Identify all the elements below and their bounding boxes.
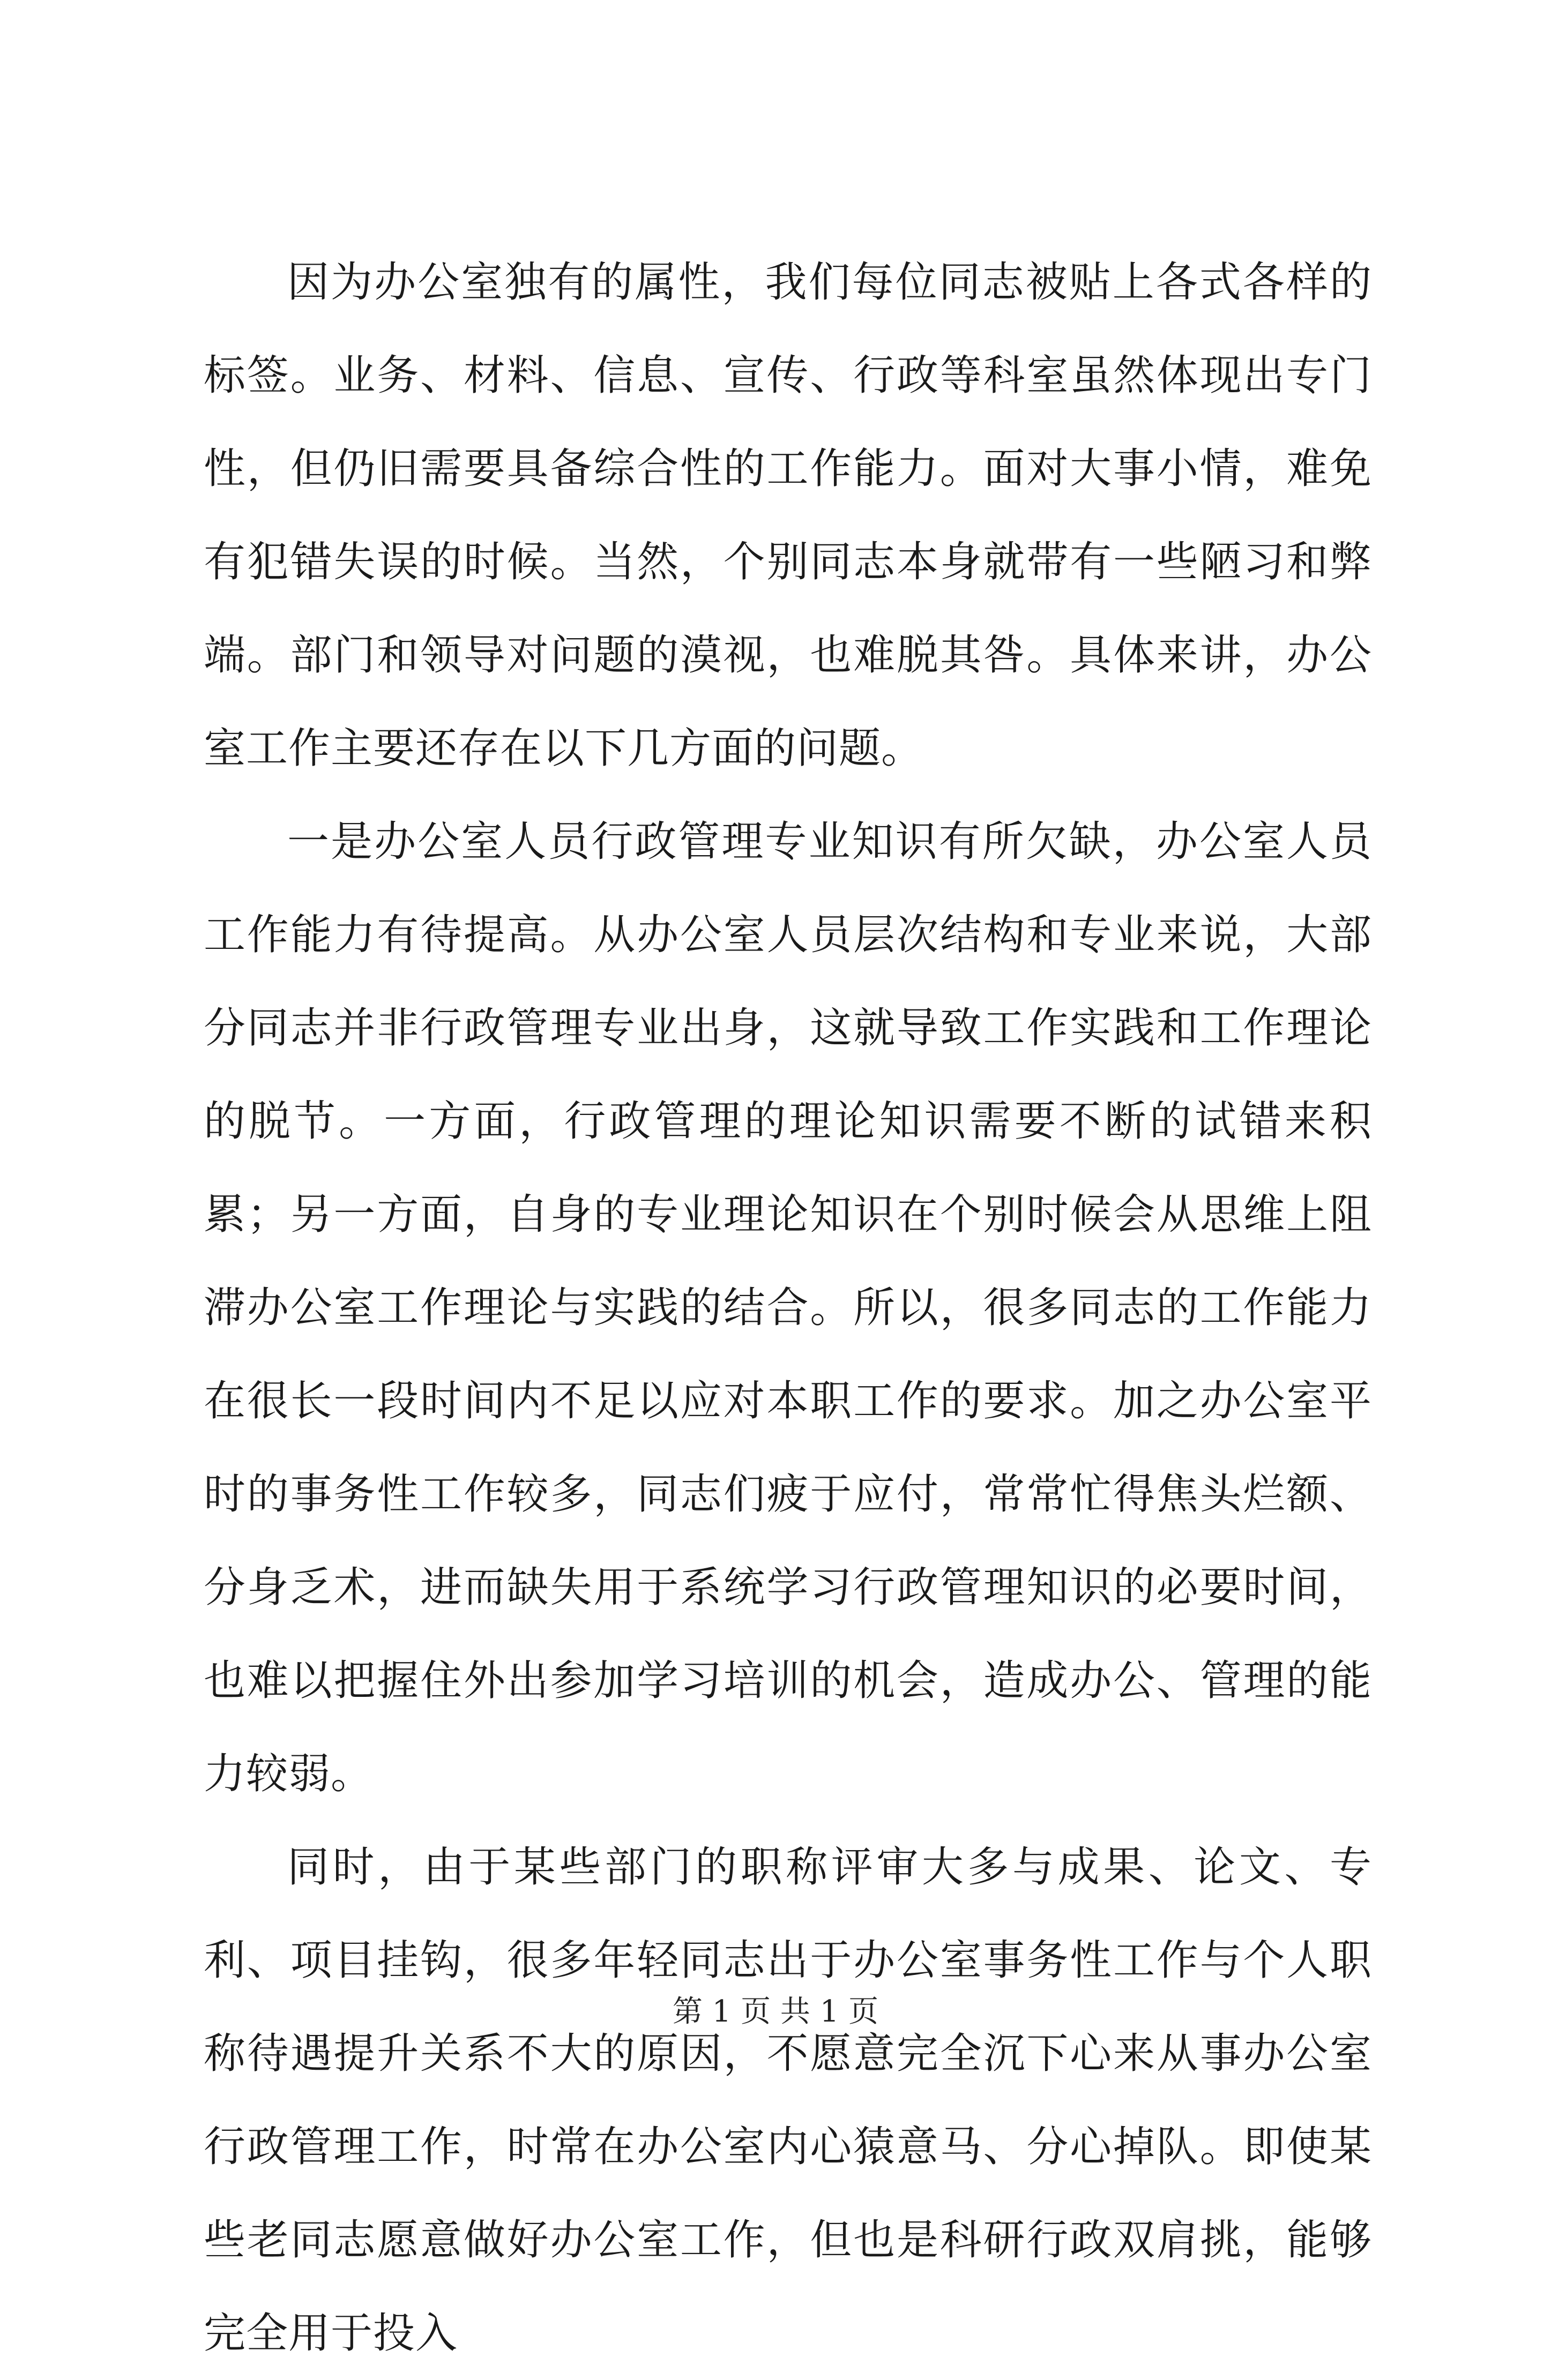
paragraph-1: 因为办公室独有的属性，我们每位同志被贴上各式各样的标签。业务、材料、信息、宣传、行政等科室虽然体现出专门性，但仍旧需要具备综合性的工作能力。面对大事小情，难免有犯错失误的时候。当然，个别同志本身就带有一些陋习和弊端。部门和领导对问题的漠视，也难脱其咎。具体来讲，办公室工作主要还存在以下几方面的问题。	[204, 258, 1372, 773]
paragraph-2: 一是办公室人员行政管理专业知识有所欠缺，办公室人员工作能力有待提高。从办公室人员层次结构和专业来说，大部分同志并非行政管理专业出身，这就导致工作实践和工作理论的脱节。一方面，行政管理的理论知识需要不断的试错来积累；另一方面，自身的专业理论知识在个别时候会从思维上阻滞办公室工作理论与实践的结合。所以，很多同志的工作能力在很长一段时间内不足以应对本职工作的要求。加之办公室平时的事务性工作较多，同志们疲于应付，常常忙得焦头烂额、分身乏术，进而缺失用于系统学习行政管理知识的必要时间，也难以把握住外出参加学习培训的机会，造成办公、管理的能力较弱。	[204, 818, 1372, 1798]
paragraph-3: 同时，由于某些部门的职称评审大多与成果、论文、专利、项目挂钩，很多年轻同志出于办公室事务性工作与个人职称待遇提升关系不大的原因，不愿意完全沉下心来从事办公室行政管理工作，时常在办公室内心猿意马、分心掉队。即使某些老同志愿意做好办公室工作，但也是科研行政双肩挑，能够完全用于投入	[204, 1843, 1372, 2357]
document-body	[204, 236, 1372, 2380]
page-footer: 第 1 页 共 1 页	[672, 1994, 879, 2029]
